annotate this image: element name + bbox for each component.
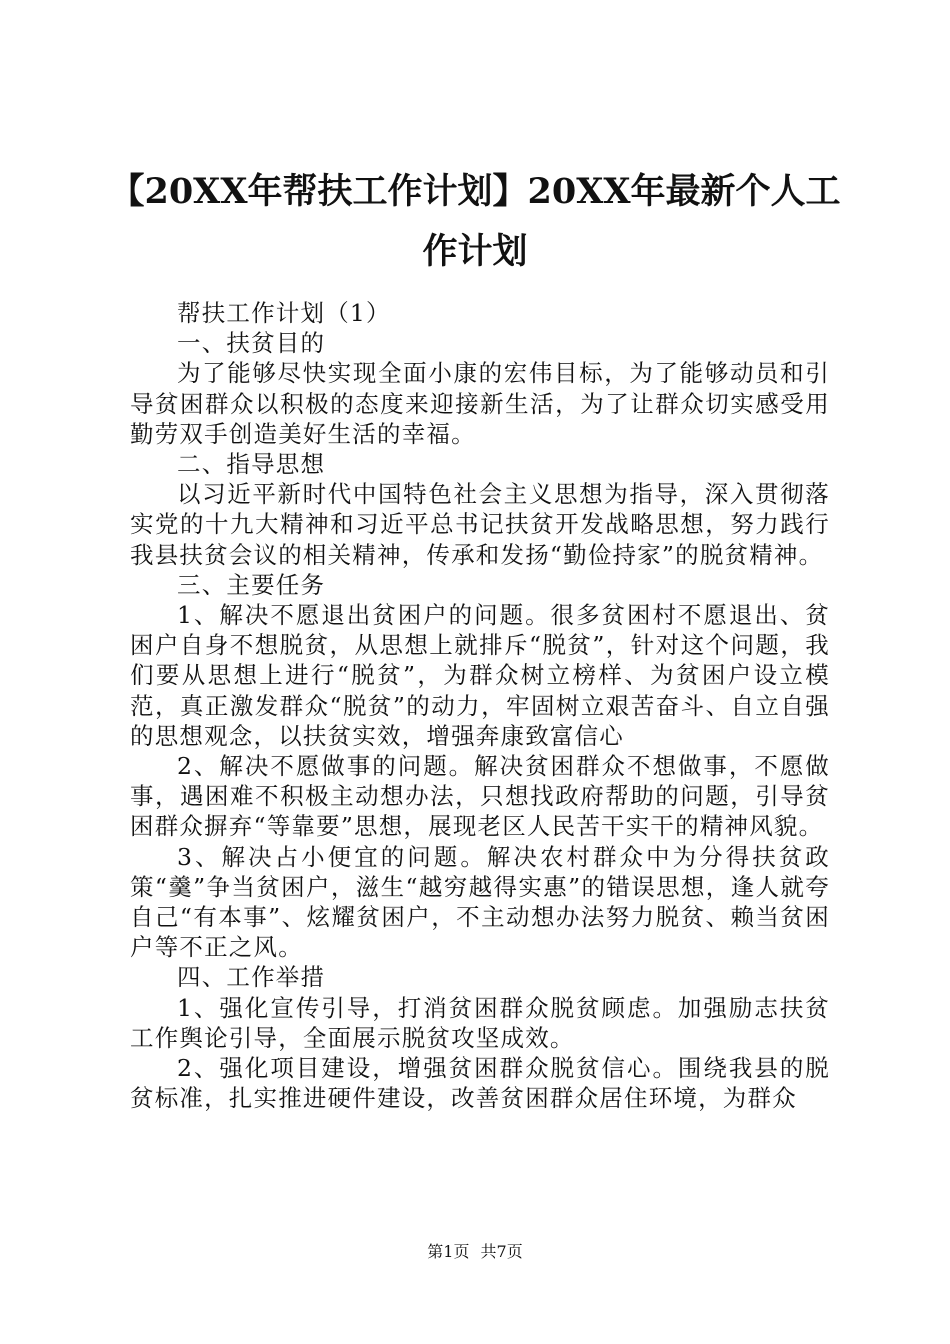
- section-heading-guiding: 二、指导思想: [177, 450, 326, 479]
- section-heading-purpose: 一、扶贫目的: [177, 329, 326, 358]
- paragraph-purpose: 为了能够尽快实现全面小康的宏伟目标，为了能够动员和引导贫困群众以积极的态度来迎接新生活，为了让群众切实感受用勤劳双手创造美好生活的幸福。: [130, 359, 830, 448]
- paragraph-task-2: 2、解决不愿做事的问题。解决贫困群众不想做事，不愿做事，遇困难不积极主动想办法，只想找政府帮助的问题，引导贫困群众摒弃“等靠要”思想，展现老区人民苦干实干的精神风貌。: [130, 752, 830, 841]
- page-number: 第1页: [427, 1242, 470, 1261]
- paragraph-task-3: 3、解决占小便宜的问题。解决农村群众中为分得扶贫政策“羹”争当贫困户，滋生“越穷越得实惠”的错误思想，逢人就夸自己“有本事”、炫耀贫困户，不主动想办法努力脱贫、赖当贫困户等不正之风。: [130, 842, 830, 962]
- document-body: [130, 298, 830, 1113]
- paragraph-measure-1: 1、强化宣传引导，打消贫困群众脱贫顾虑。加强励志扶贫工作舆论引导，全面展示脱贫攻坚成效。: [130, 993, 830, 1052]
- document-title: 【20XX年帮扶工作计划】20XX年最新个人工作计划: [109, 171, 841, 272]
- paragraph-measure-2: 2、强化项目建设，增强贫困群众脱贫信心。围绕我县的脱贫标准，扎实推进硬件建设，改善贫困群众居住环境，为群众: [130, 1054, 830, 1113]
- section-heading-tasks: 三、主要任务: [177, 570, 326, 599]
- section-heading-measures: 四、工作举措: [177, 963, 326, 992]
- paragraph-guiding: 以习近平新时代中国特色社会主义思想为指导，深入贯彻落实党的十九大精神和习近平总书记扶贫开发战略思想，努力践行我县扶贫会议的相关精神，传承和发扬“勤俭持家”的脱贫精神。: [130, 480, 830, 569]
- section-heading-plan: 帮扶工作计划（1）: [177, 299, 391, 327]
- paragraph-task-1: 1、解决不愿退出贫困户的问题。很多贫困村不愿退出、贫困户自身不想脱贫，从思想上就排斥“脱贫”，针对这个问题，我们要从思想上进行“脱贫”，为群众树立榜样、为贫困户设立模范，真正激发群众“脱贫”的动力，牢固树立艰苦奋斗、自立自强的思想观念，以扶贫实效，增强奔康致富信心: [130, 601, 830, 750]
- page-total: 共7页: [480, 1242, 523, 1261]
- page-footer: [0, 1242, 950, 1262]
